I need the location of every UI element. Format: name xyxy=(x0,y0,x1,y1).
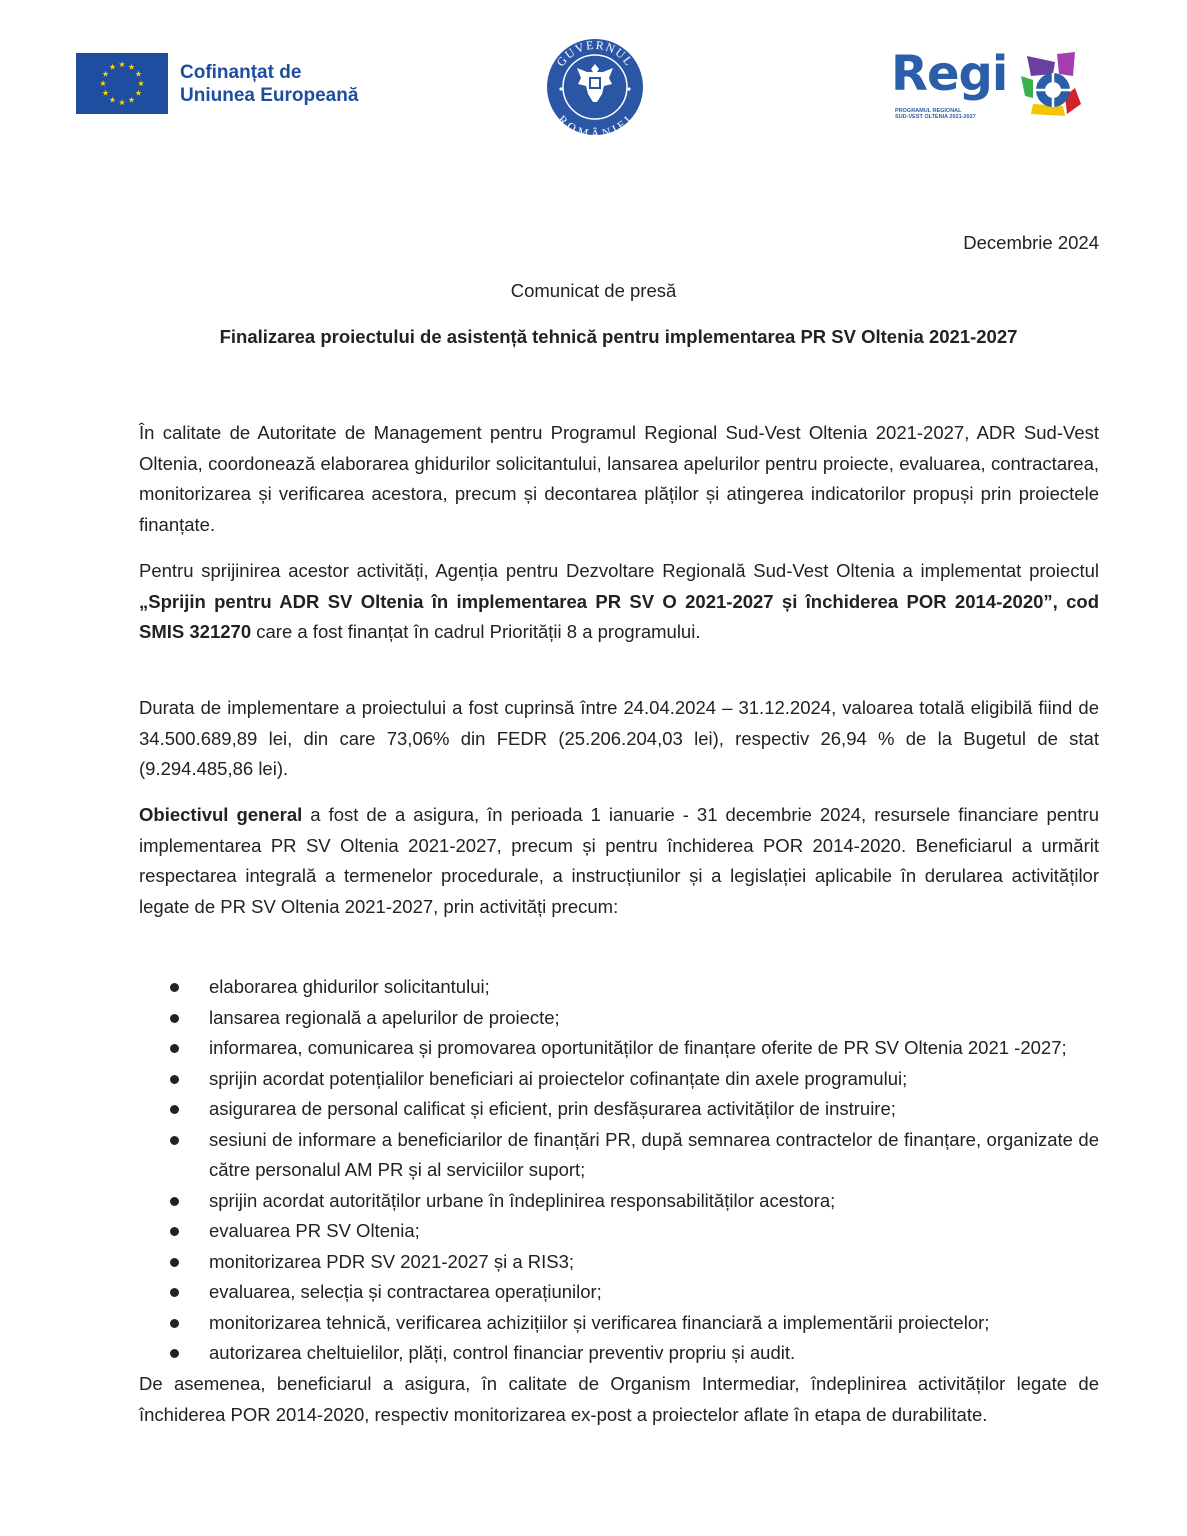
eu-logo-line2: Uniunea Europeană xyxy=(180,84,359,106)
activity-text: asigurarea de personal calificat și eficient, prin desfășurarea activităților de instruire; xyxy=(209,1098,896,1119)
paragraph-project-text-before: Pentru sprijinirea acestor activități, Agenția pentru Dezvoltare Regională Sud-Vest Oltenia a implementat proiectul xyxy=(139,560,1099,581)
seal-top-text: GUVERNUL xyxy=(553,37,637,70)
activity-text: lansarea regională a apelurilor de proiecte; xyxy=(209,1006,560,1028)
paragraph-project-text-after: care a fost finanțat în cadrul Priorității 8 a programului. xyxy=(251,621,701,642)
bullet-icon xyxy=(170,1227,179,1236)
objective-text: a fost de a asigura, în perioada 1 ianuarie - 31 decembrie 2024, resursele financiare pentru implementarea PR SV Oltenia 2021-2027, precum și pentru închiderea POR 2014-2020. Beneficiarul a urmărit respectarea integrală a termenelor procedurale, a instrucțiunilor și a legislației aplicabile în derularea activităților legate de PR SV Oltenia 2021-2027, prin activități precum: xyxy=(139,804,1099,917)
activity-list-item xyxy=(168,1125,1099,1186)
activity-text: evaluarea PR SV Oltenia; xyxy=(209,1220,420,1241)
activity-list-item xyxy=(168,1033,1099,1064)
paragraph-project xyxy=(139,556,1099,648)
eu-star-icon xyxy=(109,97,115,103)
eu-star-icon xyxy=(103,71,109,77)
activity-text: monitorizarea tehnică, verificarea achizițiilor și verificarea financiară a implementării proiectelor; xyxy=(209,1311,990,1333)
document-type-label: Comunicat de presă xyxy=(510,280,677,301)
paragraph-intro: În calitate de Autoritate de Management pentru Programul Regional Sud-Vest Oltenia 2021-2027, ADR Sud-Vest Oltenia, coordonează elaborarea ghidurilor solicitantului, lansarea apelurilor pentru proiecte, evaluarea, contractarea, monitorizarea și verificarea acestora, precum și decontarea plăților și atingerea indicatorilor propuși prin proiectele finanțate. xyxy=(139,422,1099,535)
objective-label: Obiectivul general xyxy=(139,804,303,825)
eu-logo-line1: Cofinanțat de xyxy=(180,61,302,83)
document-date: Decembrie 2024 xyxy=(963,232,1099,253)
bullet-icon xyxy=(170,1075,179,1084)
activity-text: informarea, comunicarea și promovarea oportunităților de finanțare oferite de PR SV Oltenia 2021 -2027; xyxy=(209,1037,1067,1058)
eu-star-icon xyxy=(109,64,115,70)
activity-list-item xyxy=(168,1186,1099,1217)
bullet-icon xyxy=(170,1319,179,1328)
paragraph-objective xyxy=(139,800,1099,922)
bullet-icon xyxy=(170,1349,179,1358)
eu-star-icon xyxy=(103,90,109,96)
eu-star-icon xyxy=(119,61,125,67)
eu-star-icon xyxy=(135,90,141,96)
bullet-icon xyxy=(170,1258,179,1267)
activity-text: evaluarea, selecția și contractarea operațiunilor; xyxy=(209,1281,602,1302)
activity-list-item xyxy=(168,1338,1099,1369)
eu-star-icon xyxy=(128,64,134,70)
activity-text: elaborarea ghidurilor solicitantului; xyxy=(209,976,490,997)
activity-text: autorizarea cheltuielilor, plăți, control financiar preventiv propriu și audit. xyxy=(209,1342,796,1363)
eu-star-icon xyxy=(100,80,106,86)
government-seal-icon xyxy=(545,37,645,137)
eu-cofinancing-logo xyxy=(76,53,358,114)
eu-star-icon xyxy=(119,99,125,105)
bullet-icon xyxy=(170,1044,179,1053)
eu-flag-icon xyxy=(76,53,168,114)
regio-subtitle xyxy=(895,108,976,120)
activity-text: sesiuni de informare a beneficiarilor de finanțări PR, după semnarea contractelor de finanțare, organizate de către personalul AM PR și al serviciilor suport; xyxy=(209,1128,1099,1180)
activity-text: sprijin acordat autorităților urbane în îndeplinirea responsabilităților acestora; xyxy=(209,1189,836,1211)
activity-text: sprijin acordat potențialilor beneficiari ai proiectelor cofinanțate din axele programului; xyxy=(209,1067,908,1089)
paragraph-budget: Durata de implementare a proiectului a fost cuprinsă între 24.04.2024 – 31.12.2024, valoarea totală eligibilă fiind de 34.500.689,89 lei, din care 73,06% din FEDR (25.206.204,03 lei), respectiv 26,94 % de la Bugetul de stat (9.294.485,86 lei). xyxy=(139,697,1099,779)
seal-bottom-text: ROMÂNIEI xyxy=(555,112,636,137)
eu-star-icon xyxy=(128,97,134,103)
regio-emblem-icon xyxy=(1019,52,1083,118)
eu-star-icon xyxy=(135,71,141,77)
bullet-icon xyxy=(170,1105,179,1114)
document-headline: Finalizarea proiectului de asistență tehnică pentru implementarea PR SV Oltenia 2021-2027 xyxy=(219,326,1018,347)
paragraph-closing: De asemenea, beneficiarul a asigura, în calitate de Organism Intermediar, îndeplinirea activităților legate de închiderea POR 2014-2020, respectiv monitorizarea ex-post a proiectelor aflate în etapa de durabilitate. xyxy=(139,1373,1099,1425)
bullet-icon xyxy=(170,1136,179,1145)
project-name-bold: „Sprijin pentru ADR SV Oltenia în implementarea PR SV O 2021-2027 și închiderea POR 2014-2020”, cod SMIS 321270 xyxy=(139,590,1099,642)
activity-list-item xyxy=(168,1216,1099,1247)
activity-text: monitorizarea PDR SV 2021-2027 și a RIS3; xyxy=(209,1250,575,1272)
bullet-icon xyxy=(170,1014,179,1023)
eu-star-icon xyxy=(138,80,144,86)
activity-list-item xyxy=(168,1308,1099,1339)
bullet-icon xyxy=(170,983,179,992)
regio-subtitle-line1: PROGRAMUL REGIONAL xyxy=(895,108,962,114)
activities-list xyxy=(168,972,1099,1369)
regio-wordmark: Regi xyxy=(891,46,1008,102)
romanian-government-logo xyxy=(545,37,645,142)
activity-list-item xyxy=(168,1064,1099,1095)
bullet-icon xyxy=(170,1197,179,1206)
regio-subtitle-line2: SUD-VEST OLTENIA 2021-2027 xyxy=(895,114,976,120)
activity-list-item xyxy=(168,1277,1099,1308)
activity-list-item xyxy=(168,972,1099,1003)
activity-list-item xyxy=(168,1247,1099,1278)
activity-list-item xyxy=(168,1094,1099,1125)
activity-list-item xyxy=(168,1003,1099,1034)
bullet-icon xyxy=(170,1288,179,1297)
